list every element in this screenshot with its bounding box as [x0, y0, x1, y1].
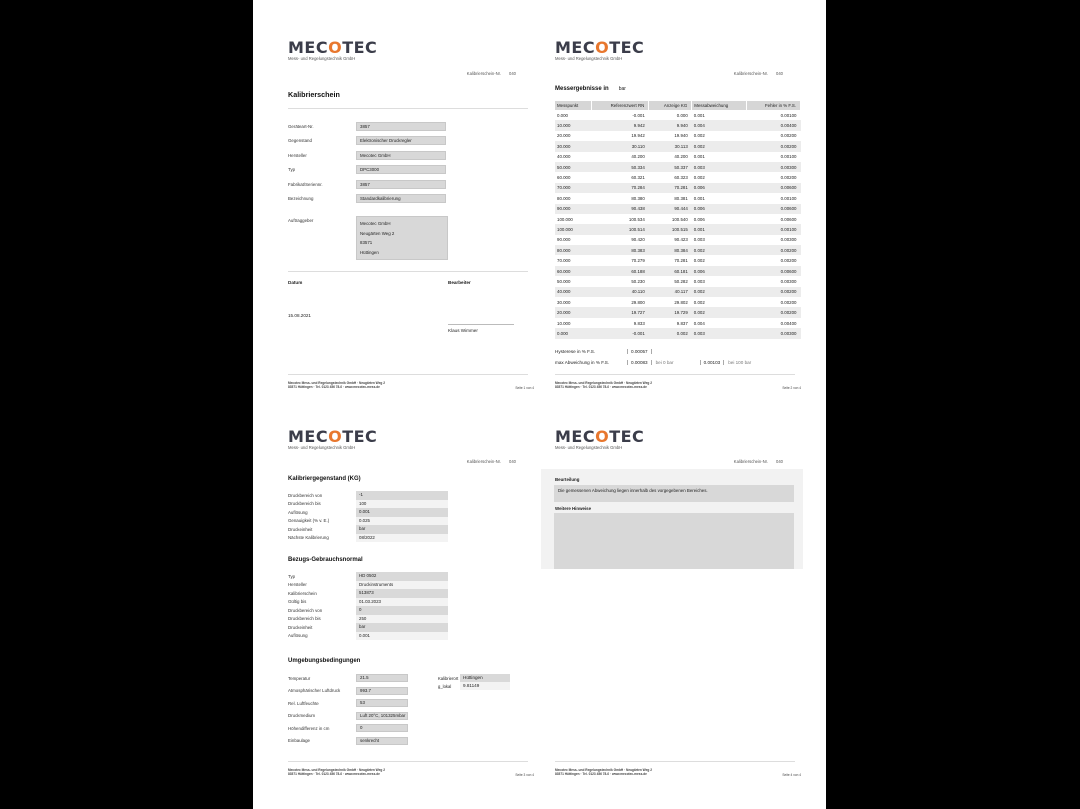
page-number: Seite 3 von 4	[515, 773, 534, 777]
field-value: 993.7	[356, 687, 408, 695]
field-row: Druckeinheit bar	[288, 525, 448, 534]
divider	[288, 374, 528, 375]
field-value: Elektronischer Druckregler	[356, 136, 446, 145]
field-row: Nächste Kalibrierung 08/2022	[288, 534, 448, 543]
table-row: 40.000 40.200 40.200 0.001 0.00100	[557, 154, 797, 160]
page-title: Kalibrierschein	[288, 90, 340, 99]
page-footer: Mecotec Mess- und Regelungstechnik GmbH · Neugärten Weg 2 83571 Hüttingen · Tel. 0123 456 78-0 · www.mecotec-mess.de Seite 4 von 4	[555, 768, 801, 777]
table-row: 30.000 30.110 30.113 0.002 0.00200	[555, 141, 801, 151]
field-value: 100	[356, 500, 448, 509]
mecotec-logo: MECOTEC Mess- und Regelungstechnik GmbH	[555, 427, 645, 450]
table-row: 0.000 -0.001 0.000 0.001 0.00100	[557, 112, 797, 118]
field-value: 250	[356, 615, 448, 624]
hysteresis-row: Hysterese in % F.S. 0.00057	[555, 349, 652, 354]
page-number: Seite 1 von 4	[515, 386, 534, 390]
max-deviation-value-1: 0.00083	[627, 360, 652, 365]
page-footer: Mecotec Mess- und Regelungstechnik GmbH · Neugärten Weg 2 83571 Hüttingen · Tel. 0123 456 78-0 · www.mecotec-mess.de Seite 3 von 4	[288, 768, 534, 777]
field-value: bar	[356, 525, 448, 534]
section-title-reference: Bezugs-Gebrauchsnormal	[288, 557, 363, 563]
field-row: Genauigkeit (% v. E.) 0.025	[288, 517, 448, 526]
field-value: DPC3000	[356, 165, 446, 174]
gravity-row: g_lokal 9.81149	[438, 682, 510, 690]
max-deviation-row: max Abweichung in % F.S. 0.00083 bei 0 bar 0.00103 bei 100 bar	[555, 360, 752, 365]
field-row: Auflösung 0.001	[288, 632, 448, 641]
unit-label: bar	[618, 86, 626, 92]
max-deviation-value-2: 0.00103	[700, 360, 725, 365]
page-2-measurement-results	[555, 38, 805, 390]
results-heading: Messergebnisse in bar	[555, 86, 626, 92]
table-row: 50.000 50.334 50.337 0.003 0.00300	[555, 162, 801, 172]
divider	[288, 271, 528, 272]
field-row: Kalibrierschein 513873	[288, 589, 448, 598]
location-value: Hüttingen	[460, 674, 510, 682]
divider	[288, 761, 528, 762]
field-row: Gültig bis 01.03.2023	[288, 598, 448, 607]
page-footer: Mecotec Mess- und Regelungstechnik GmbH · Neugärten Weg 2 83571 Hüttingen · Tel. 0123 456 78-0 · www.mecotec-mess.de Seite 1 von 4	[288, 381, 534, 390]
field-value: 0	[356, 724, 408, 732]
hysteresis-value: 0.00057	[627, 349, 652, 354]
field-value: bar	[356, 623, 448, 632]
field-row: Auflösung 0.001	[288, 508, 448, 517]
device-fields	[288, 119, 538, 206]
field-value: 3857	[356, 180, 446, 189]
field-value: 0.001	[356, 508, 448, 517]
mecotec-logo: MECOTEC Mess- und Regelungstechnik GmbH	[288, 427, 378, 450]
table-row: 20.000 19.942 19.940 0.002 0.00200	[557, 133, 797, 139]
table-row: 100.000 100.514 100.515 0.001 0.00100	[555, 224, 801, 234]
table-row: 100.000 100.534 100.540 0.006 0.00600	[557, 216, 797, 222]
field-row: Druckeinheit bar	[288, 623, 448, 632]
table-row: 80.000 80.380 80.381 0.001 0.00100	[557, 195, 797, 201]
table-row: 70.000 70.279 70.281 0.002 0.00200	[557, 258, 797, 264]
field-value: -1	[356, 491, 448, 500]
field-value: 513873	[356, 589, 448, 598]
field-row: Gegenstand Elektronischer Druckregler	[288, 134, 538, 149]
field-row: Atmosphärischer Luftdruck 993.7	[288, 685, 408, 698]
field-row: Druckbereich bis 250	[288, 615, 448, 624]
table-row: 80.000 80.383 80.384 0.002 0.00200	[555, 245, 801, 255]
client-block: Auftraggeber Mecotec GmbH Neugärten Weg 2 83571 Hüttingen	[288, 216, 448, 260]
notes-label: Weitere Hinweise	[555, 506, 592, 511]
mecotec-logo: MECOTEC Mess- und Regelungstechnik GmbH	[555, 38, 645, 61]
environment-fields	[288, 672, 408, 747]
field-row: Höhendifferenz in cm 0	[288, 722, 408, 735]
table-row: 20.000 19.727 19.729 0.002 0.00200	[555, 307, 801, 317]
field-value: Druckinstruments	[356, 581, 448, 590]
table-row: 10.000 9.942 9.940 0.004 0.00400	[555, 120, 801, 130]
document-sheet	[253, 0, 826, 809]
table-row: 50.000 50.230 50.282 0.003 0.00300	[557, 278, 797, 284]
mecotec-logo: MECOTEC Mess- und Regelungstechnik GmbH	[288, 38, 378, 61]
gravity-value: 9.81149	[460, 682, 510, 690]
kg-fields	[288, 491, 448, 542]
field-row: Bezeichnung Standardkalibrierung	[288, 192, 538, 207]
page-number: Seite 2 von 4	[782, 386, 801, 390]
field-value: 3857	[356, 122, 446, 131]
field-row: Rel. Luftfeuchte 53	[288, 697, 408, 710]
field-row: Typ DPC3000	[288, 163, 538, 178]
editor-label: Bearbeiter	[448, 280, 471, 285]
field-value: 21.5	[356, 674, 408, 682]
table-row: 70.000 70.284 70.281 0.006 0.00600	[555, 183, 801, 193]
field-row: Einbaulage senkrecht	[288, 735, 408, 748]
table-row: 0.000 -0.001 0.002 0.003 0.00300	[555, 328, 801, 338]
table-row: 30.000 29.800 29.802 0.002 0.00200	[557, 299, 797, 305]
field-row: Druckbereich von 0	[288, 606, 448, 615]
divider	[288, 108, 528, 109]
field-row: Geräteart-Nr. 3857	[288, 119, 538, 134]
divider	[555, 374, 795, 375]
table-row: 60.000 60.188 60.181 0.006 0.00600	[555, 266, 801, 276]
certificate-number: Kalibrierschein-Nr. 040	[466, 71, 516, 76]
field-row: Druckbereich von -1	[288, 491, 448, 500]
certificate-number: Kalibrierschein-Nr. 040	[733, 71, 783, 76]
field-row: Typ HD 0502	[288, 572, 448, 581]
certificate-number: Kalibrierschein-Nr. 040	[733, 459, 783, 464]
signature-line	[448, 324, 514, 325]
field-value: Luft 20°C, 101325mbar	[356, 712, 408, 720]
table-row: 90.000 90.438 90.444 0.006 0.00600	[555, 204, 801, 214]
page-number: Seite 4 von 4	[782, 773, 801, 777]
field-value: 0.025	[356, 517, 448, 526]
field-value: Standardkalibrierung	[356, 194, 446, 203]
section-title-environment: Umgebungsbedingungen	[288, 658, 361, 664]
date-value: 15.08.2021	[288, 313, 311, 318]
notes-text	[554, 513, 794, 569]
field-value: 01.03.2023	[356, 598, 448, 607]
field-value: 08/2022	[356, 534, 448, 543]
field-value: HD 0502	[356, 572, 448, 581]
field-row: Hersteller Mecotec GmbH	[288, 148, 538, 163]
table-row: 60.000 60.321 60.323 0.002 0.00200	[557, 175, 797, 181]
field-value: Mecotec GmbH	[356, 151, 446, 160]
field-row: Temperatur 21.5	[288, 672, 408, 685]
reference-fields	[288, 572, 448, 640]
field-value: senkrecht	[356, 737, 408, 745]
divider	[555, 761, 795, 762]
section-title-kg: Kalibriergegenstand (KG)	[288, 476, 361, 482]
page-4-assessment	[555, 427, 805, 777]
location-row: Kalibrierort Hüttingen	[438, 674, 510, 682]
assessment-label: Beurteilung	[555, 477, 580, 482]
field-row: Druckbereich bis 100	[288, 500, 448, 509]
results-table	[555, 101, 801, 339]
assessment-text: Die gemessenen Abweichung liegen innerhalb des vorgegebenen Bereiches.	[554, 485, 794, 502]
date-label: Datum	[288, 280, 303, 285]
field-row: Druckmedium Luft 20°C, 101325mbar	[288, 710, 408, 723]
certificate-number: Kalibrierschein-Nr. 040	[466, 459, 516, 464]
table-header: Messpunkt Referenzwert RN Anzeige KG Messabweichung Fehler in % F.S.	[555, 101, 801, 110]
page-1-calibration-certificate	[288, 38, 538, 390]
assessment-panel	[541, 469, 803, 569]
table-row: 10.000 9.833 9.837 0.004 0.00400	[557, 320, 797, 326]
table-row: 90.000 90.420 90.423 0.003 0.00300	[557, 237, 797, 243]
client-address: Mecotec GmbH Neugärten Weg 2 83571 Hüttingen	[356, 216, 448, 260]
field-value: 0	[356, 606, 448, 615]
table-row: 40.000 40.110 40.117 0.002 0.00200	[555, 287, 801, 297]
editor-name: Klaus Wimmer	[448, 328, 478, 333]
field-row: Fabrikat/Seriennr. 3857	[288, 177, 538, 192]
page-3-calibration-object	[288, 427, 538, 777]
field-value: 0.001	[356, 632, 448, 641]
field-value: 53	[356, 699, 408, 707]
page-footer: Mecotec Mess- und Regelungstechnik GmbH · Neugärten Weg 2 83571 Hüttingen · Tel. 0123 456 78-0 · www.mecotec-mess.de Seite 2 von 4	[555, 381, 801, 390]
field-row: Hersteller Druckinstruments	[288, 581, 448, 590]
